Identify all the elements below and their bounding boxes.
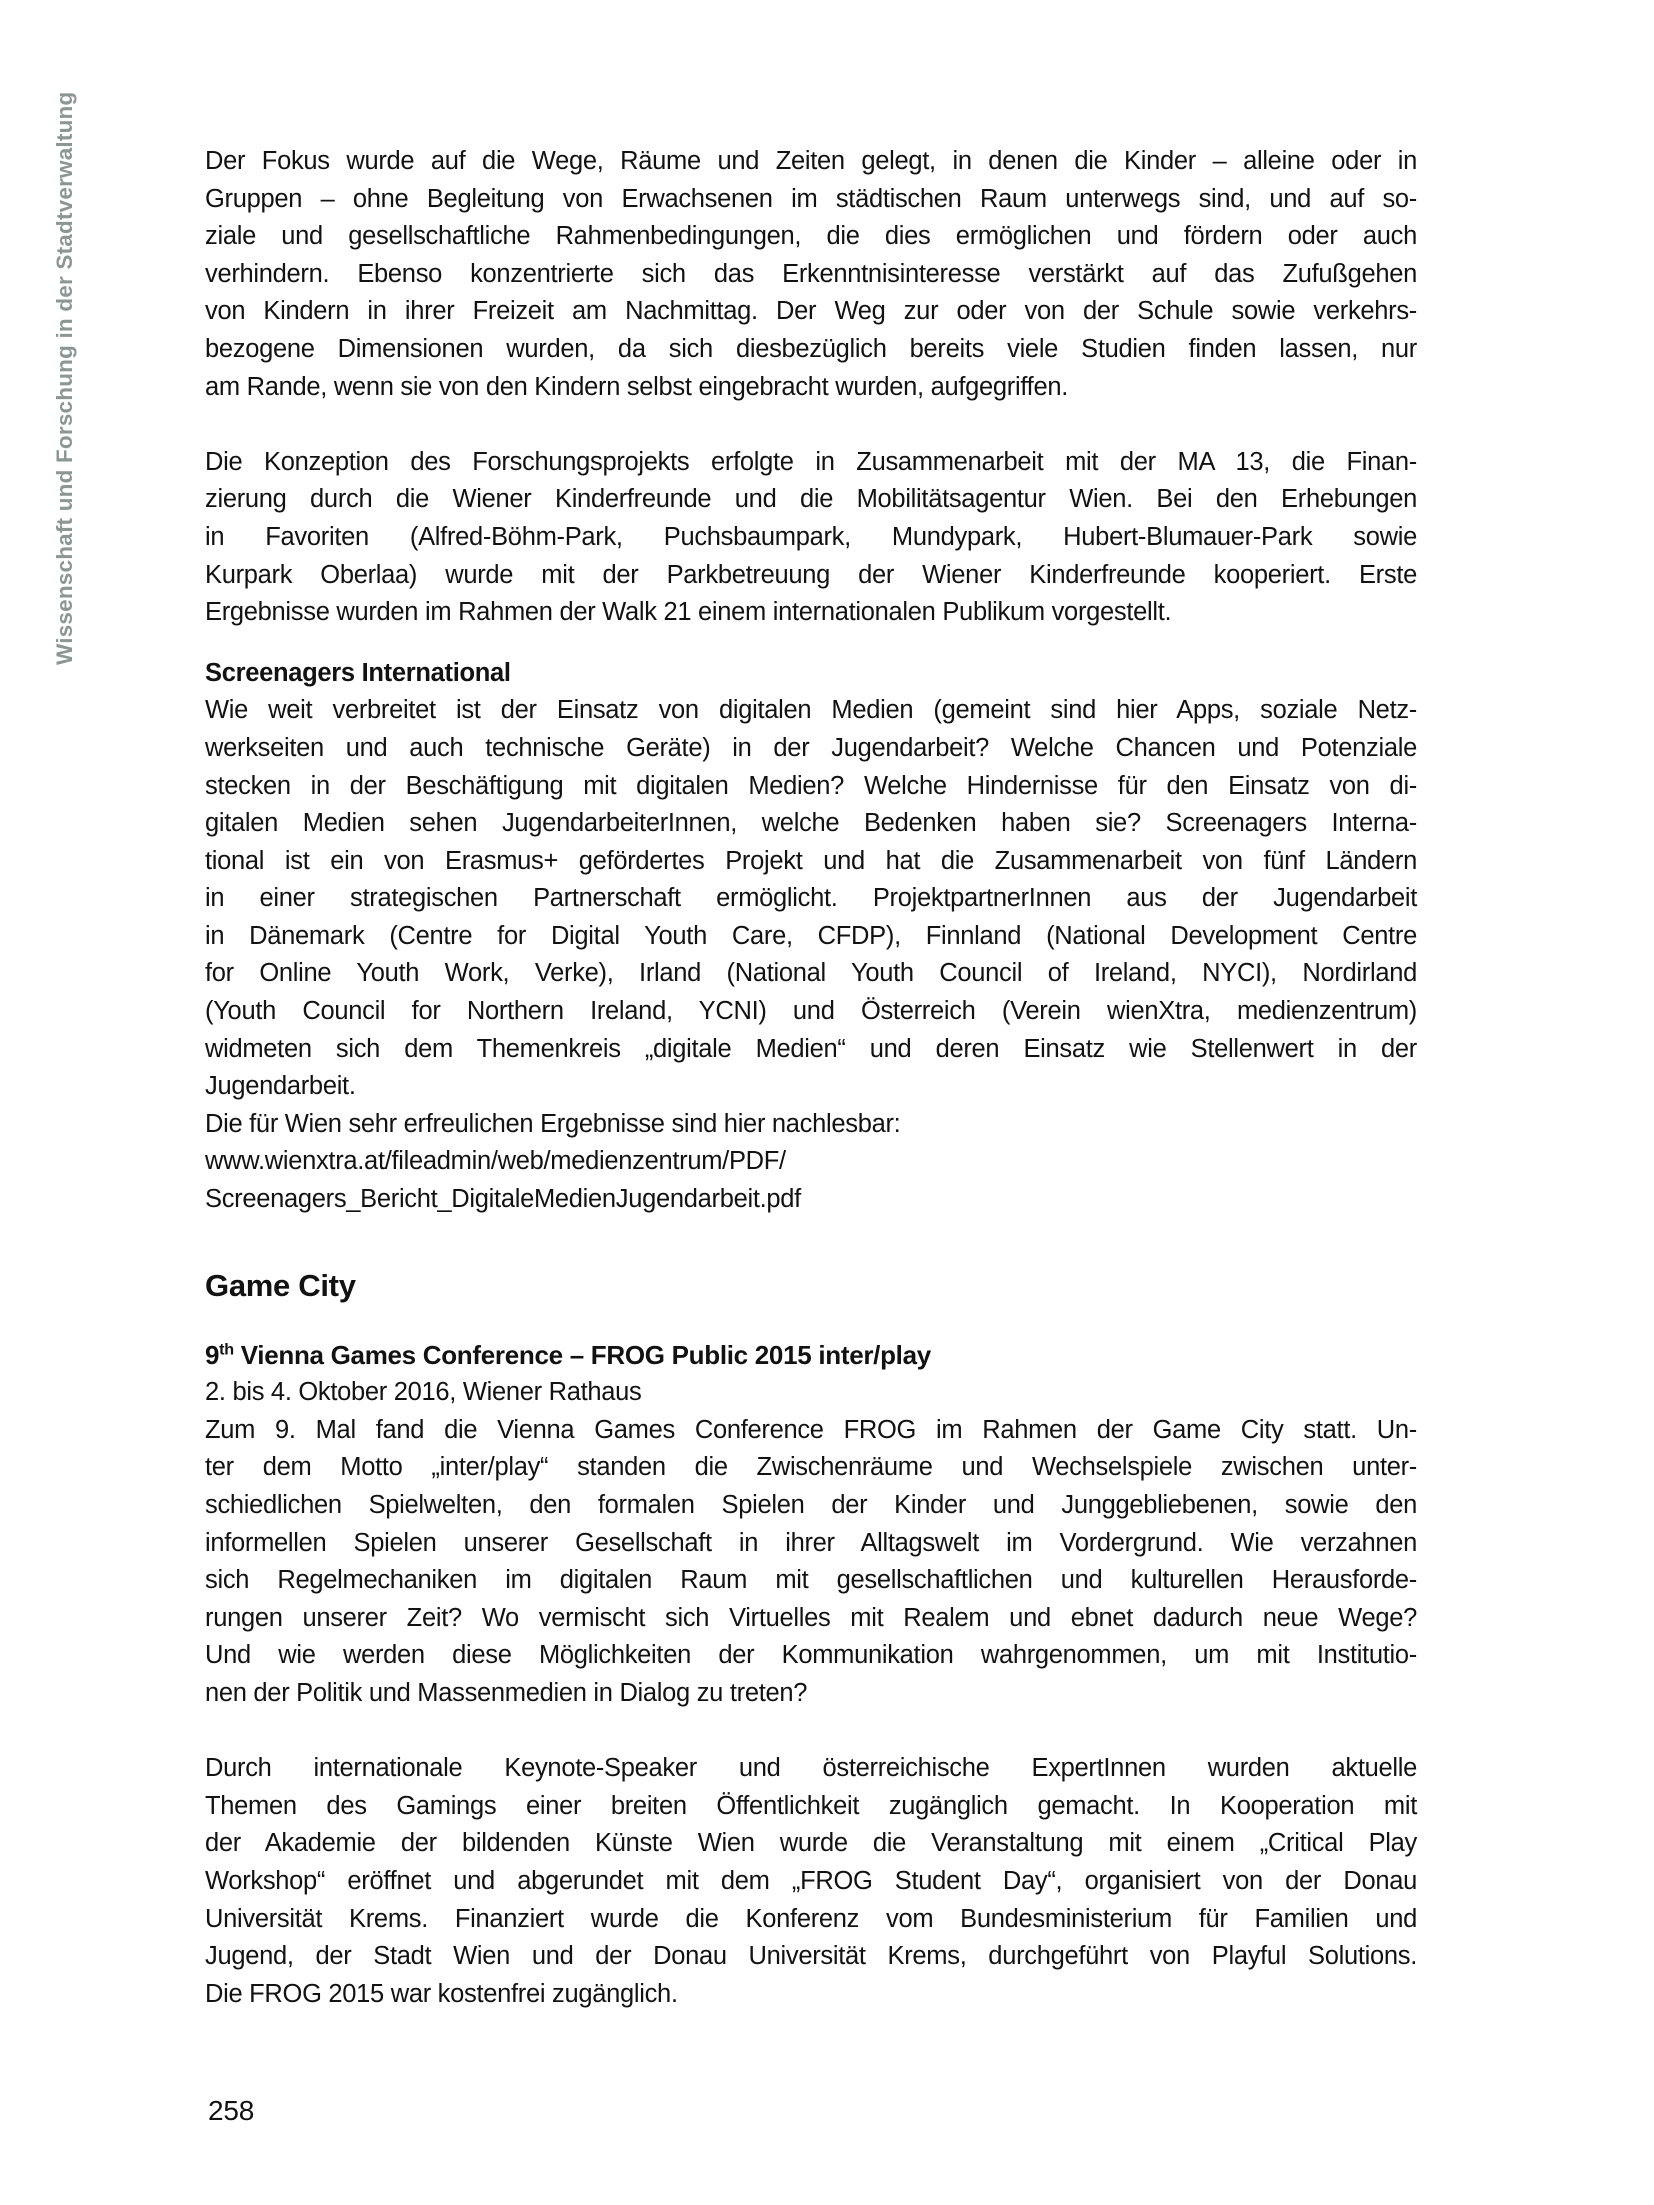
event-title-rest: Vienna Games Conference – FROG Public 2015 inter/play xyxy=(233,1339,931,1370)
heading-game-city: Game City xyxy=(205,1267,356,1303)
text-line: werkseiten und auch technische Geräte) in der Jugendarbeit? Welche Chancen und Potenziale xyxy=(205,733,1417,762)
text-line: Ergebnisse wurden im Rahmen der Walk 21 einem internationalen Publikum vorgestellt. xyxy=(205,598,1172,627)
text-line: Wie weit verbreitet ist der Einsatz von digitalen Medien (gemeint sind hier Apps, soziale Netz- xyxy=(205,696,1417,725)
event-title-frog xyxy=(205,1337,1417,1375)
event-title-ordinal: th xyxy=(219,1339,234,1358)
text-line: Universität Krems. Finanziert wurde die Konferenz vom Bundesministerium für Familien und xyxy=(205,1904,1417,1933)
text-line: in Favoriten (Alfred-Böhm-Park, Puchsbaumpark, Mundypark, Hubert-Blumauer-Park sowie xyxy=(205,522,1417,551)
text-line: tional ist ein von Erasmus+ gefördertes Projekt und hat die Zusammenarbeit von fünf Ländern xyxy=(205,846,1417,875)
text-line: Jugendarbeit. xyxy=(205,1072,356,1101)
text-line: der Akademie der bildenden Künste Wien wurde die Veranstaltung mit einem „Critical Play xyxy=(205,1829,1417,1858)
text-line: informellen Spielen unserer Gesellschaft in ihrer Alltagswelt im Vordergrund. Wie verzahnen xyxy=(205,1528,1417,1557)
text-line: stecken in der Beschäftigung mit digitalen Medien? Welche Hindernisse für den Einsatz von di- xyxy=(205,771,1417,800)
line-url-part-2: Screenagers_Bericht_DigitaleMedienJugendarbeit.pdf xyxy=(205,1185,801,1214)
text-line: for Online Youth Work, Verke), Irland (National Youth Council of Ireland, NYCI), Nordirland xyxy=(205,959,1417,988)
line-url-part-1: www.wienxtra.at/fileadmin/web/medienzentrum/PDF/ xyxy=(205,1147,786,1176)
text-line: nen der Politik und Massenmedien in Dialog zu treten? xyxy=(205,1678,808,1707)
text-line: am Rande, wenn sie von den Kindern selbst eingebracht wurden, aufgegriffen. xyxy=(205,372,1069,401)
text-line: bezogene Dimensionen wurden, da sich diesbezüglich bereits viele Studien finden lassen, nur xyxy=(205,334,1417,363)
line-results-note: Die für Wien sehr erfreulichen Ergebnisse sind hier nachlesbar: xyxy=(205,1109,901,1138)
text-line: zierung durch die Wiener Kinderfreunde und die Mobilitätsagentur Wien. Bei den Erhebungen xyxy=(205,485,1417,514)
text-column xyxy=(205,143,1417,2013)
event-title-number: 9 xyxy=(205,1339,220,1370)
para-screenagers xyxy=(205,692,1417,1106)
text-line: in einer strategischen Partnerschaft ermöglicht. ProjektpartnerInnen aus der Jugendarbeit xyxy=(205,884,1417,913)
text-line: Gruppen – ohne Begleitung von Erwachsenen im städtischen Raum unterwegs sind, und auf so- xyxy=(205,184,1417,213)
text-line: Zum 9. Mal fand die Vienna Games Conference FROG im Rahmen der Game City statt. Un- xyxy=(205,1415,1417,1444)
text-line: Und wie werden diese Möglichkeiten der Kommunikation wahrgenommen, um mit Institutio- xyxy=(205,1641,1417,1670)
text-line: Jugend, der Stadt Wien und der Donau Universität Krems, durchgeführt von Playful Solutions. xyxy=(205,1942,1417,1971)
text-line: rungen unserer Zeit? Wo vermischt sich Virtuelles mit Realem und ebnet dadurch neue Wege? xyxy=(205,1603,1417,1632)
text-line: schiedlichen Spielwelten, den formalen Spielen der Kinder und Junggebliebenen, sowie den xyxy=(205,1491,1417,1519)
text-line: Durch internationale Keynote-Speaker und österreichische ExpertInnen wurden aktuelle xyxy=(205,1754,1417,1783)
text-line: Die FROG 2015 war kostenfrei zugänglich. xyxy=(205,1979,678,2008)
text-line: sich Regelmechaniken im digitalen Raum mit gesellschaftlichen und kulturellen Herausforde- xyxy=(205,1566,1417,1595)
text-line: Der Fokus wurde auf die Wege, Räume und Zeiten gelegt, in denen die Kinder – alleine oder in xyxy=(205,147,1417,175)
text-line: Workshop“ eröffnet und abgerundet mit dem „FROG Student Day“, organisiert von der Donau xyxy=(205,1866,1417,1895)
para-frog-2 xyxy=(205,1750,1417,2013)
para-fokus xyxy=(205,143,1417,406)
text-line: Die Konzeption des Forschungsprojekts erfolgte in Zusammenarbeit mit der MA 13, die Finan- xyxy=(205,447,1417,476)
text-line: Themen des Gamings einer breiten Öffentlichkeit zugänglich gemacht. In Kooperation mit xyxy=(205,1791,1417,1820)
text-line: widmeten sich dem Themenkreis „digitale Medien“ und deren Einsatz wie Stellenwert in der xyxy=(205,1034,1417,1063)
text-line: ziale und gesellschaftliche Rahmenbedingungen, die dies ermöglichen und fördern oder auch xyxy=(205,222,1417,251)
text-line: gitalen Medien sehen JugendarbeiterInnen, welche Bedenken haben sie? Screenagers Interna- xyxy=(205,809,1417,838)
sidebar-vertical-label: Wissenschaft und Forschung in der Stadtverwaltung xyxy=(52,91,77,665)
text-line: Kurpark Oberlaa) wurde mit der Parkbetreuung der Wiener Kinderfreunde kooperiert. Erste xyxy=(205,560,1417,589)
text-line: (Youth Council for Northern Ireland, YCNI) und Österreich (Verein wienXtra, medienzentrum) xyxy=(205,997,1417,1026)
para-frog-1 xyxy=(205,1412,1417,1713)
heading-screenagers-international: Screenagers International xyxy=(205,658,511,687)
page-number: 258 xyxy=(208,2095,255,2126)
text-line: von Kindern in ihrer Freizeit am Nachmittag. Der Weg zur oder von der Schule sowie verkehrs- xyxy=(205,297,1417,326)
text-line: in Dänemark (Centre for Digital Youth Care, CFDP), Finnland (National Development Centre xyxy=(205,921,1417,950)
text-line: ter dem Motto „inter/play“ standen die Zwischenräume und Wechselspiele zwischen unter- xyxy=(205,1453,1417,1482)
event-date-location: 2. bis 4. Oktober 2016, Wiener Rathaus xyxy=(205,1378,642,1407)
text-line: verhindern. Ebenso konzentrierte sich das Erkenntnisinteresse verstärkt auf das Zufußgehen xyxy=(205,259,1417,288)
para-konzeption xyxy=(205,444,1417,632)
